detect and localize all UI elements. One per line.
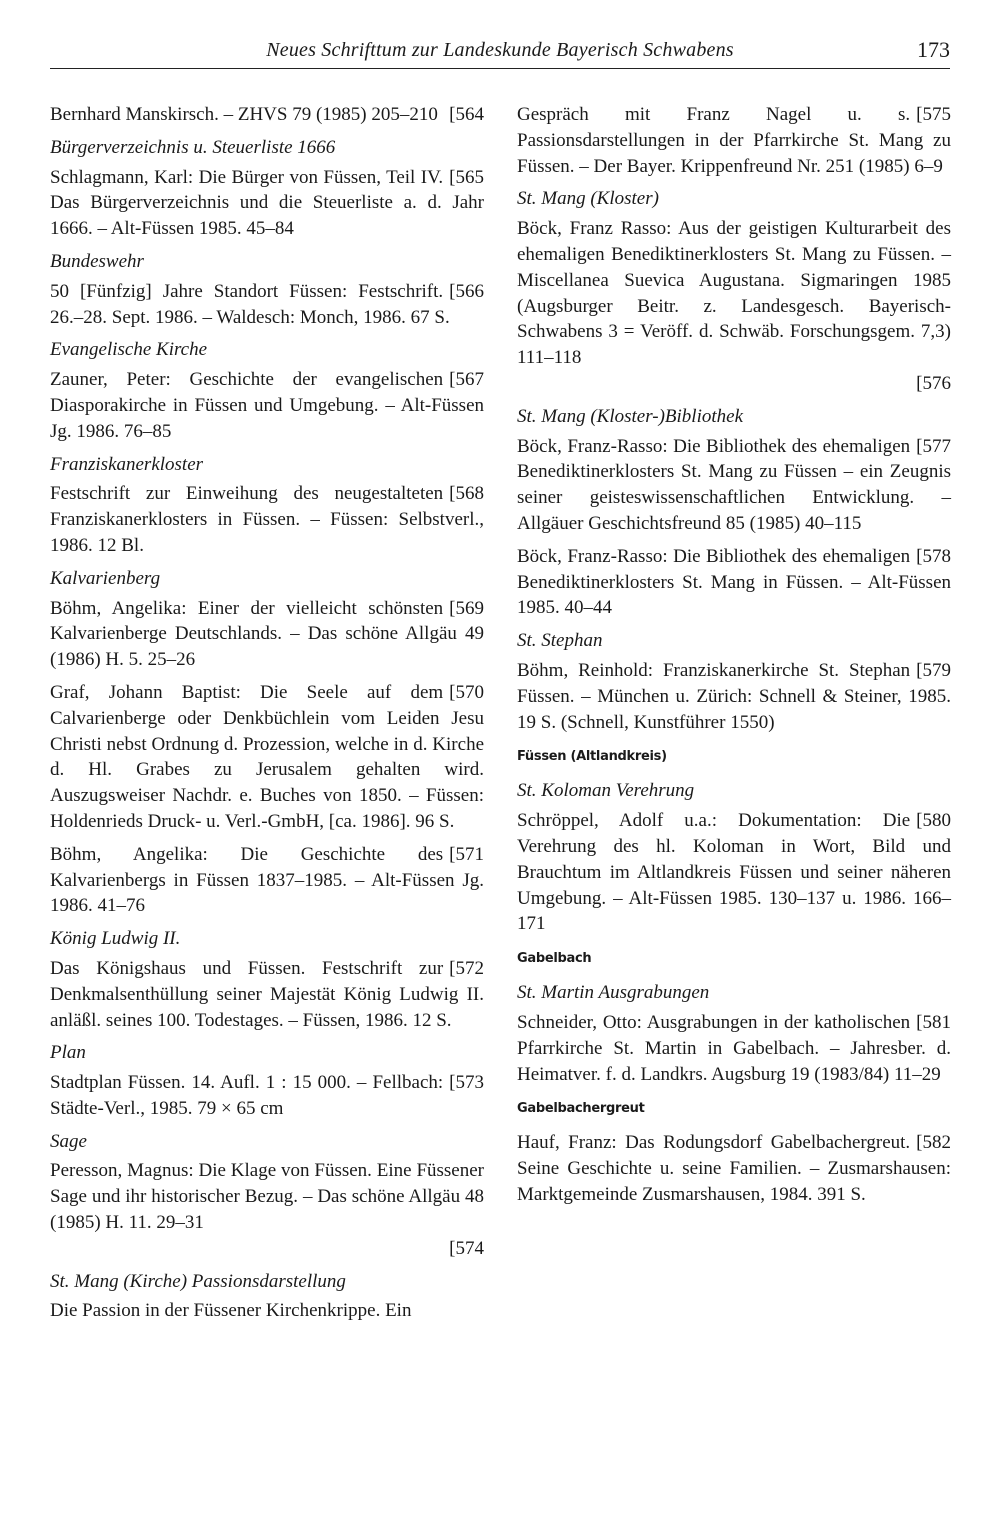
bibliography-entry [50, 842, 484, 919]
bibliography-entry [517, 658, 951, 735]
entry-number: [571 [449, 843, 484, 865]
topic-heading: St. Koloman Verehrung [517, 780, 695, 802]
topic-heading: König Ludwig II. [50, 928, 181, 950]
place-heading: Gabelbachergreut [517, 1101, 645, 1117]
running-title: Neues Schrifttum zur Landeskunde Bayerisch Schwabens [266, 39, 734, 61]
entry-text: Peresson, Magnus: Die Klage von Füssen. Eine Füssener Sage und ihr historischer Bezug. – Das schöne Allgäu 48 (1985) H. 11. 29–31 [50, 1160, 484, 1234]
entry-number: [582 [916, 1132, 951, 1154]
topic-heading: Franziskanerkloster [50, 453, 204, 475]
entry-number: [580 [916, 810, 951, 832]
bibliography-entry [50, 1158, 484, 1261]
entry-number: [578 [916, 545, 951, 567]
entry-text: Böck, Franz-Rasso: Die Bibliothek des ehemaligen Benediktinerklosters St. Mang zu Füssen – ein Zeugnis seiner geisteswissenschaftlichen Entwicklung. – Allgäuer Geschichtsfreund 85 (1985) 40–115 [517, 435, 951, 534]
entry-text: Zauner, Peter: Geschichte der evangelischen Diasporakirche in Füssen und Umgebung. – Alt-Füssen Jg. 1986. 76–85 [50, 369, 484, 442]
right-column [517, 102, 951, 1215]
entry-number: [564 [449, 104, 484, 125]
entry-text: Festschrift zur Einweihung des neugestalteten Franziskanerklosters in Füssen. – Füssen: Selbstverl., 1986. 12 Bl. [50, 483, 484, 556]
entry-text: Schlagmann, Karl: Die Bürger von Füssen, Teil IV. Das Bürgerverzeichnis und die Steuerliste a. d. Jahr 1666. – Alt-Füssen 1985. 45–84 [50, 166, 484, 240]
bibliography-entry [50, 367, 484, 444]
bibliography-entry [517, 102, 951, 179]
topic-heading: St. Mang (Kirche) Passionsdarstellung [50, 1270, 346, 1292]
page-number: 173 [917, 37, 950, 62]
entry-number: [569 [449, 597, 484, 619]
topic-heading: St. Stephan [517, 630, 603, 652]
topic-heading: St. Martin Ausgrabungen [517, 982, 710, 1004]
running-header [50, 28, 950, 69]
bibliography-entry [50, 279, 484, 331]
topic-heading: St. Mang (Kloster) [517, 188, 659, 210]
entry-text: Die Passion in der Füssener Kirchenkrippe. Ein [50, 1300, 412, 1322]
entry-number: [577 [916, 435, 951, 457]
topic-heading: Bundeswehr [50, 250, 144, 272]
entry-number: [579 [916, 659, 951, 681]
entry-text: Schneider, Otto: Ausgrabungen in der katholischen Pfarrkirche St. Martin in Gabelbach. – Jahresber. d. Heimatver. f. d. Landkrs. Augsburg 19 (1983/84) 11–29 [517, 1011, 951, 1085]
entry-text: Hauf, Franz: Das Rodungsdorf Gabelbachergreut. Seine Geschichte u. seine Familien. – Zusmarshausen: Marktgemeinde Zusmarshausen, 1984. 391 S. [517, 1132, 951, 1205]
bibliography-entry [50, 1070, 484, 1122]
bibliography-entry [50, 680, 484, 835]
topic-heading: Bürgerverzeichnis u. Steuerliste 1666 [50, 136, 336, 158]
topic-heading: Sage [50, 1130, 87, 1152]
bibliography-entry [50, 165, 484, 242]
bibliography-entry [517, 216, 951, 397]
bibliography-entry [50, 102, 484, 128]
bibliography-entry [50, 596, 484, 673]
entry-text: Schröppel, Adolf u.a.: Dokumentation: Die Verehrung des hl. Koloman in Wort, Bild und Brauchtum im Altlandkreis Füssen und seiner näheren Umgebung. – Alt-Füssen 1985. 130–137 u. 1986. 166–171 [517, 810, 951, 935]
bibliography-entry [517, 434, 951, 537]
entry-text: 50 [Fünfzig] Jahre Standort Füssen: Festschrift. 26.–28. Sept. 1986. – Waldesch: Monch, 1986. 67 S. [50, 280, 450, 328]
topic-heading: St. Mang (Kloster-)Bibliothek [517, 405, 743, 427]
entry-number: [574 [449, 1237, 484, 1259]
entry-number: [575 [916, 104, 951, 125]
bibliography-entry [50, 1298, 484, 1324]
place-heading: Gabelbach [517, 951, 592, 967]
entry-text: Böhm, Angelika: Einer der vielleicht schönsten Kalvarienberge Deutschlands. – Das schöne Allgäu 49 (1986) H. 5. 25–26 [50, 597, 484, 671]
entry-text: Böhm, Angelika: Die Geschichte des Kalvarienbergs in Füssen 1837–1985. – Alt-Füssen Jg. 1986. 41–76 [50, 843, 484, 917]
entry-text: Böhm, Reinhold: Franziskanerkirche St. Stephan Füssen. – München u. Zürich: Schnell & Steiner, 1985. 19 S. (Schnell, Kunstführer 1550) [517, 659, 951, 733]
entry-number: [565 [449, 166, 484, 188]
bibliography-entry [517, 1130, 951, 1207]
entry-number: [573 [449, 1072, 484, 1094]
bibliography-entry [517, 544, 951, 621]
topic-heading: Kalvarienberg [50, 567, 161, 589]
topic-heading: Plan [50, 1042, 86, 1064]
topic-heading: Evangelische Kirche [50, 339, 208, 361]
entry-number: [572 [449, 957, 484, 979]
entry-text: Böck, Franz-Rasso: Die Bibliothek des ehemaligen Benediktinerklosters St. Mang in Füssen. – Alt-Füssen 1985. 40–44 [517, 545, 951, 619]
entry-number: [581 [916, 1011, 951, 1033]
entry-number: [576 [916, 372, 951, 394]
bibliography-entry [517, 1010, 951, 1087]
entry-number: [568 [449, 483, 484, 505]
entry-text: Das Königshaus und Füssen. Festschrift zur Denkmalsenthüllung seiner Majestät König Ludwig II. anläßl. seines 100. Todestages. – Füssen, 1986. 12 S. [50, 957, 484, 1031]
entry-text: Bernhard Manskirsch. – ZHVS 79 (1985) 205–210 [50, 104, 438, 125]
entry-number: [570 [449, 681, 484, 703]
bibliography-entry [50, 481, 484, 558]
place-heading: Füssen (Altlandkreis) [517, 749, 667, 765]
entry-number: [567 [449, 369, 484, 391]
bibliography-entry [517, 808, 951, 937]
entry-text: Gespräch mit Franz Nagel u. s. Passionsdarstellungen in der Pfarrkirche St. Mang zu Füssen. – Der Bayer. Krippenfreund Nr. 251 (1985) 6–9 [517, 104, 951, 177]
entry-text: Stadtplan Füssen. 14. Aufl. 1 : 15 000. – Fellbach: Städte-Verl., 1985. 79 × 65 cm [50, 1072, 444, 1119]
left-column [50, 102, 484, 1331]
bibliography-entry [50, 956, 484, 1033]
entry-text: Böck, Franz Rasso: Aus der geistigen Kulturarbeit des ehemaligen Benediktinerklosters St. Mang zu Füssen. – Miscellanea Suevica Augustana. Sigmaringen 1985 (Augsburger Beitr. z. Landesgesch. Bayerisch-Schwabens 3 = Veröff. d. Schwäb. Forschungsgem. 7,3) 111–118 [517, 218, 951, 369]
entry-text: Graf, Johann Baptist: Die Seele auf dem Calvarienberge oder Denkbüchlein vom Leiden Jesu Christi nebst Ordnung d. Prozession, welche in d. Kirche d. Hl. Grabes zu Jerusalem gehalten wird. Auszugsweiser Nachdr. e. Buches von 1850. – Füssen: Holdenrieds Druck- u. Verl.-GmbH, [ca. 1986]. 96 S. [50, 681, 484, 832]
entry-number: [566 [449, 280, 484, 302]
